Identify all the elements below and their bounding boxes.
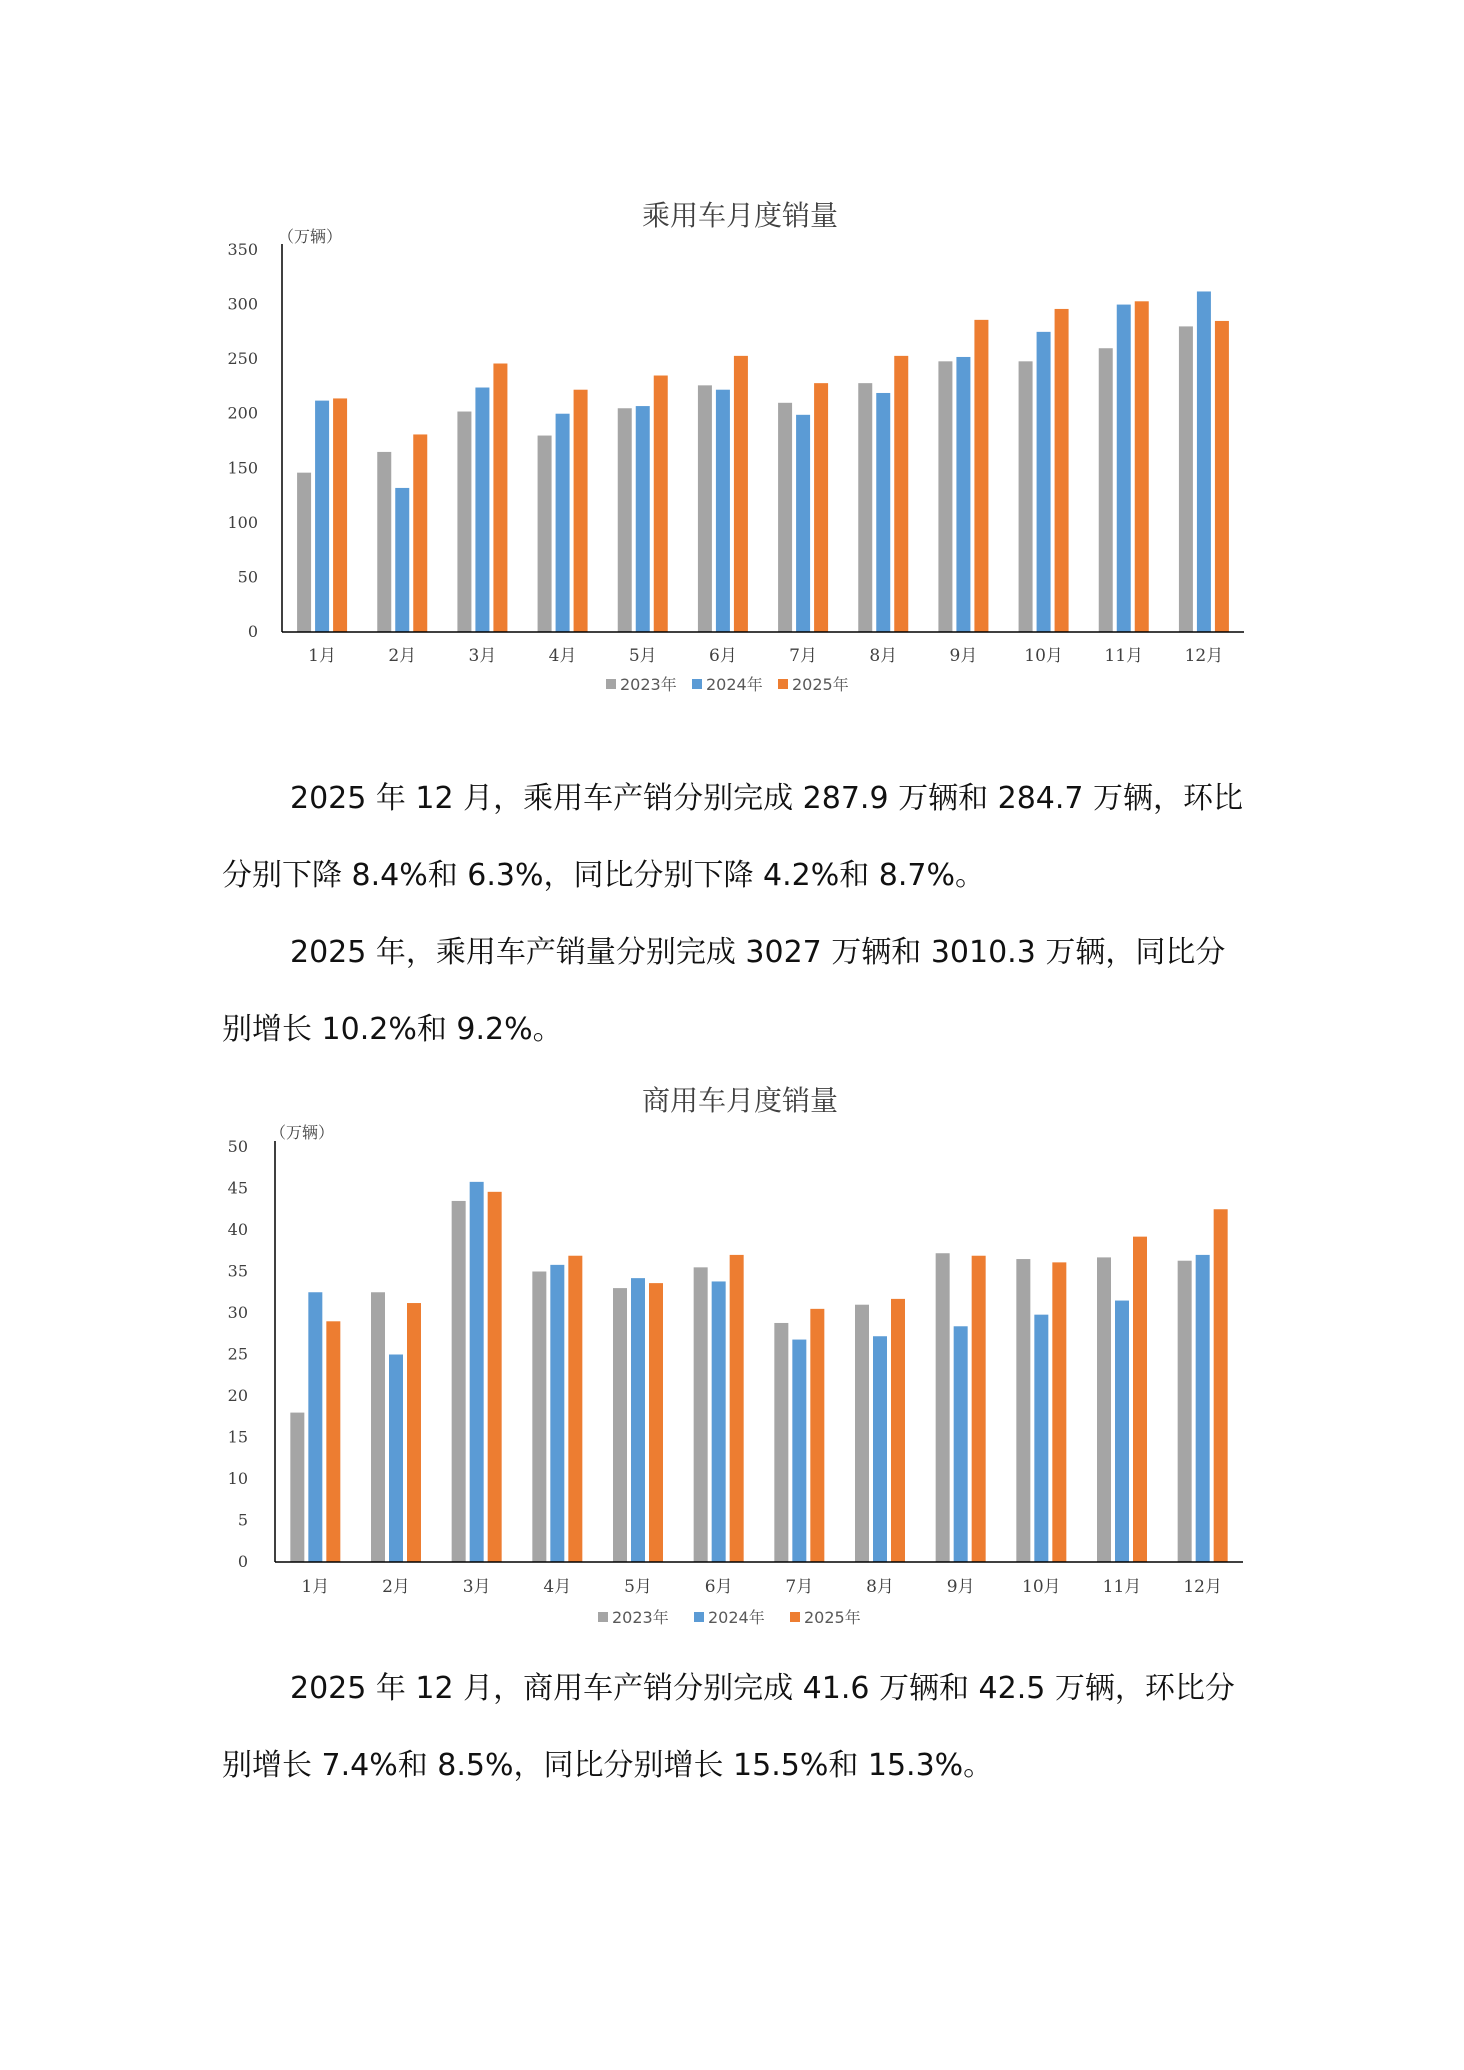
bar-2024年-11月 <box>1117 305 1131 632</box>
legend-label: 2024年 <box>708 1608 765 1627</box>
y-unit-label: （万辆） <box>278 227 343 246</box>
bar-2025年-12月 <box>1215 321 1229 632</box>
bar-2024年-3月 <box>470 1182 484 1562</box>
bar-2024年-10月 <box>1034 1315 1048 1562</box>
bar-2023年-8月 <box>858 383 872 632</box>
bar-2025年-8月 <box>894 356 908 632</box>
y-tick-label: 100 <box>227 512 258 532</box>
bar-2025年-5月 <box>649 1283 663 1562</box>
bar-2025年-4月 <box>568 1256 582 1562</box>
y-tick-label: 50 <box>237 567 258 587</box>
y-tick-label: 0 <box>247 622 258 641</box>
x-category-label: 9月 <box>949 646 978 666</box>
x-category-label: 1月 <box>308 646 336 666</box>
bar-2023年-12月 <box>1178 1261 1192 1562</box>
bar-2023年-8月 <box>855 1305 869 1562</box>
bar-2025年-11月 <box>1133 1237 1147 1562</box>
x-category-label: 7月 <box>785 1577 814 1597</box>
legend-label: 2023年 <box>612 1608 669 1627</box>
bar-2025年-2月 <box>407 1303 421 1562</box>
bar-2024年-1月 <box>308 1292 322 1562</box>
passenger-car-chart <box>0 170 1464 730</box>
x-category-label: 8月 <box>866 1577 894 1597</box>
x-category-label: 4月 <box>548 646 577 666</box>
y-tick-label: 0 <box>237 1552 248 1571</box>
bar-2024年-12月 <box>1196 1255 1210 1562</box>
y-tick-label: 350 <box>227 240 258 259</box>
bar-2023年-2月 <box>371 1292 385 1562</box>
bar-2023年-11月 <box>1097 1257 1111 1562</box>
y-unit-label: （万辆） <box>270 1123 335 1142</box>
bar-2023年-1月 <box>297 473 311 632</box>
bar-2024年-9月 <box>954 1326 968 1562</box>
legend-swatch-2025年 <box>790 1612 800 1622</box>
bar-2024年-10月 <box>1037 332 1051 632</box>
legend-swatch-2024年 <box>692 679 702 689</box>
bar-2023年-5月 <box>613 1288 627 1562</box>
bar-2023年-2月 <box>377 452 391 632</box>
bar-2023年-3月 <box>452 1201 466 1562</box>
y-tick-label: 5 <box>237 1510 248 1530</box>
bar-2023年-9月 <box>938 361 952 632</box>
x-category-label: 3月 <box>468 646 497 666</box>
bar-2025年-9月 <box>972 1256 986 1562</box>
bar-2025年-6月 <box>734 356 748 632</box>
bar-2025年-6月 <box>730 1255 744 1562</box>
y-tick-label: 45 <box>227 1178 248 1198</box>
bar-2024年-2月 <box>395 488 409 632</box>
y-tick-label: 40 <box>227 1220 248 1239</box>
passenger-dec-paragraph: 2025 年 12 月，乘用车产销分别完成 287.9 万辆和 284.7 万辆，环比分别下降 8.4%和 6.3%，同比分别下降 4.2%和 8.7%。 <box>222 781 1244 893</box>
bar-2023年-4月 <box>538 436 552 632</box>
legend-label: 2025年 <box>804 1608 861 1627</box>
x-category-label: 6月 <box>709 646 737 666</box>
y-tick-label: 250 <box>227 349 258 369</box>
x-category-label: 11月 <box>1102 1577 1142 1597</box>
bar-2024年-9月 <box>956 357 970 632</box>
bar-2023年-9月 <box>936 1253 950 1562</box>
y-tick-label: 300 <box>227 294 258 314</box>
bar-2023年-5月 <box>618 408 632 632</box>
bar-2025年-5月 <box>654 376 668 632</box>
legend-label: 2024年 <box>706 675 763 694</box>
x-category-label: 10月 <box>1022 1577 1061 1597</box>
bar-2025年-9月 <box>974 320 988 632</box>
legend-swatch-2023年 <box>598 1612 608 1622</box>
legend-swatch-2024年 <box>694 1612 704 1622</box>
y-tick-label: 200 <box>227 403 258 423</box>
bar-2024年-7月 <box>796 415 810 632</box>
bar-2023年-10月 <box>1019 361 1033 632</box>
x-category-label: 3月 <box>462 1577 491 1597</box>
x-category-label: 5月 <box>624 1577 652 1597</box>
x-category-label: 11月 <box>1104 646 1144 666</box>
x-category-label: 10月 <box>1024 646 1063 666</box>
y-tick-label: 10 <box>227 1469 248 1488</box>
bar-2024年-11月 <box>1115 1301 1129 1562</box>
bar-2024年-5月 <box>631 1278 645 1562</box>
bar-2023年-11月 <box>1099 348 1113 632</box>
bar-2023年-1月 <box>290 1413 304 1562</box>
bar-2023年-4月 <box>532 1272 546 1563</box>
bar-2024年-6月 <box>712 1281 726 1562</box>
x-category-label: 8月 <box>869 646 898 666</box>
bar-2025年-2月 <box>413 434 427 632</box>
legend-swatch-2025年 <box>778 679 788 689</box>
chart-title: 乘用车月度销量 <box>641 199 839 232</box>
bar-2024年-8月 <box>876 393 890 632</box>
bar-2024年-2月 <box>389 1355 403 1563</box>
bar-2024年-4月 <box>556 414 570 632</box>
bar-2025年-4月 <box>574 390 588 632</box>
bar-2024年-4月 <box>550 1265 564 1562</box>
legend-swatch-2023年 <box>606 679 616 689</box>
bar-2025年-3月 <box>493 364 507 632</box>
y-tick-label: 35 <box>227 1261 248 1281</box>
bar-2024年-8月 <box>873 1336 887 1562</box>
bar-2025年-7月 <box>814 383 828 632</box>
bar-2023年-3月 <box>457 412 471 632</box>
bar-2023年-7月 <box>774 1323 788 1562</box>
bar-2025年-10月 <box>1052 1262 1066 1562</box>
y-tick-label: 30 <box>227 1303 248 1322</box>
bar-2024年-6月 <box>716 390 730 632</box>
y-tick-label: 25 <box>227 1344 248 1364</box>
x-category-label: 2月 <box>382 1577 410 1597</box>
y-tick-label: 20 <box>227 1386 248 1405</box>
bar-2025年-10月 <box>1055 309 1069 632</box>
bar-2023年-12月 <box>1179 326 1193 632</box>
x-category-label: 2月 <box>388 646 417 666</box>
bar-2023年-6月 <box>698 385 712 632</box>
x-category-label: 4月 <box>543 1577 572 1597</box>
bar-2024年-3月 <box>475 388 489 632</box>
x-category-label: 9月 <box>946 1577 975 1597</box>
passenger-annual-paragraph: 2025 年，乘用车产销量分别完成 3027 万辆和 3010.3 万辆，同比分别增长 10.2%和 9.2%。 <box>222 935 1226 1047</box>
x-category-label: 6月 <box>704 1577 733 1597</box>
bar-2025年-12月 <box>1214 1209 1228 1562</box>
x-category-label: 12月 <box>1183 1577 1222 1597</box>
bar-2025年-7月 <box>810 1309 824 1562</box>
bar-2023年-6月 <box>694 1267 708 1562</box>
bar-2025年-1月 <box>333 398 347 632</box>
bar-2024年-5月 <box>636 406 650 632</box>
y-tick-label: 15 <box>227 1427 248 1447</box>
chart-title: 商用车月度销量 <box>641 1084 839 1117</box>
x-category-label: 12月 <box>1184 646 1224 666</box>
legend-label: 2023年 <box>620 675 677 694</box>
commercial-dec-paragraph: 2025 年 12 月，商用车产销分别完成 41.6 万辆和 42.5 万辆，环比分别增长 7.4%和 8.5%，同比分别增长 15.5%和 15.3%。 <box>222 1671 1235 1783</box>
bar-2024年-1月 <box>315 401 329 632</box>
x-category-label: 5月 <box>628 646 657 666</box>
bar-2024年-7月 <box>792 1340 806 1562</box>
legend-label: 2025年 <box>792 675 849 694</box>
bar-2023年-7月 <box>778 403 792 632</box>
bar-2025年-1月 <box>326 1321 340 1562</box>
x-category-label: 1月 <box>301 1577 330 1597</box>
y-tick-label: 50 <box>227 1137 248 1156</box>
bar-2024年-12月 <box>1197 291 1211 632</box>
x-category-label: 7月 <box>789 646 817 666</box>
bar-2025年-8月 <box>891 1299 905 1562</box>
commercial-vehicle-chart <box>0 1055 1464 1655</box>
bar-2023年-10月 <box>1016 1259 1030 1562</box>
y-tick-label: 150 <box>227 458 258 478</box>
bar-2025年-11月 <box>1135 301 1149 632</box>
bar-2025年-3月 <box>488 1192 502 1562</box>
